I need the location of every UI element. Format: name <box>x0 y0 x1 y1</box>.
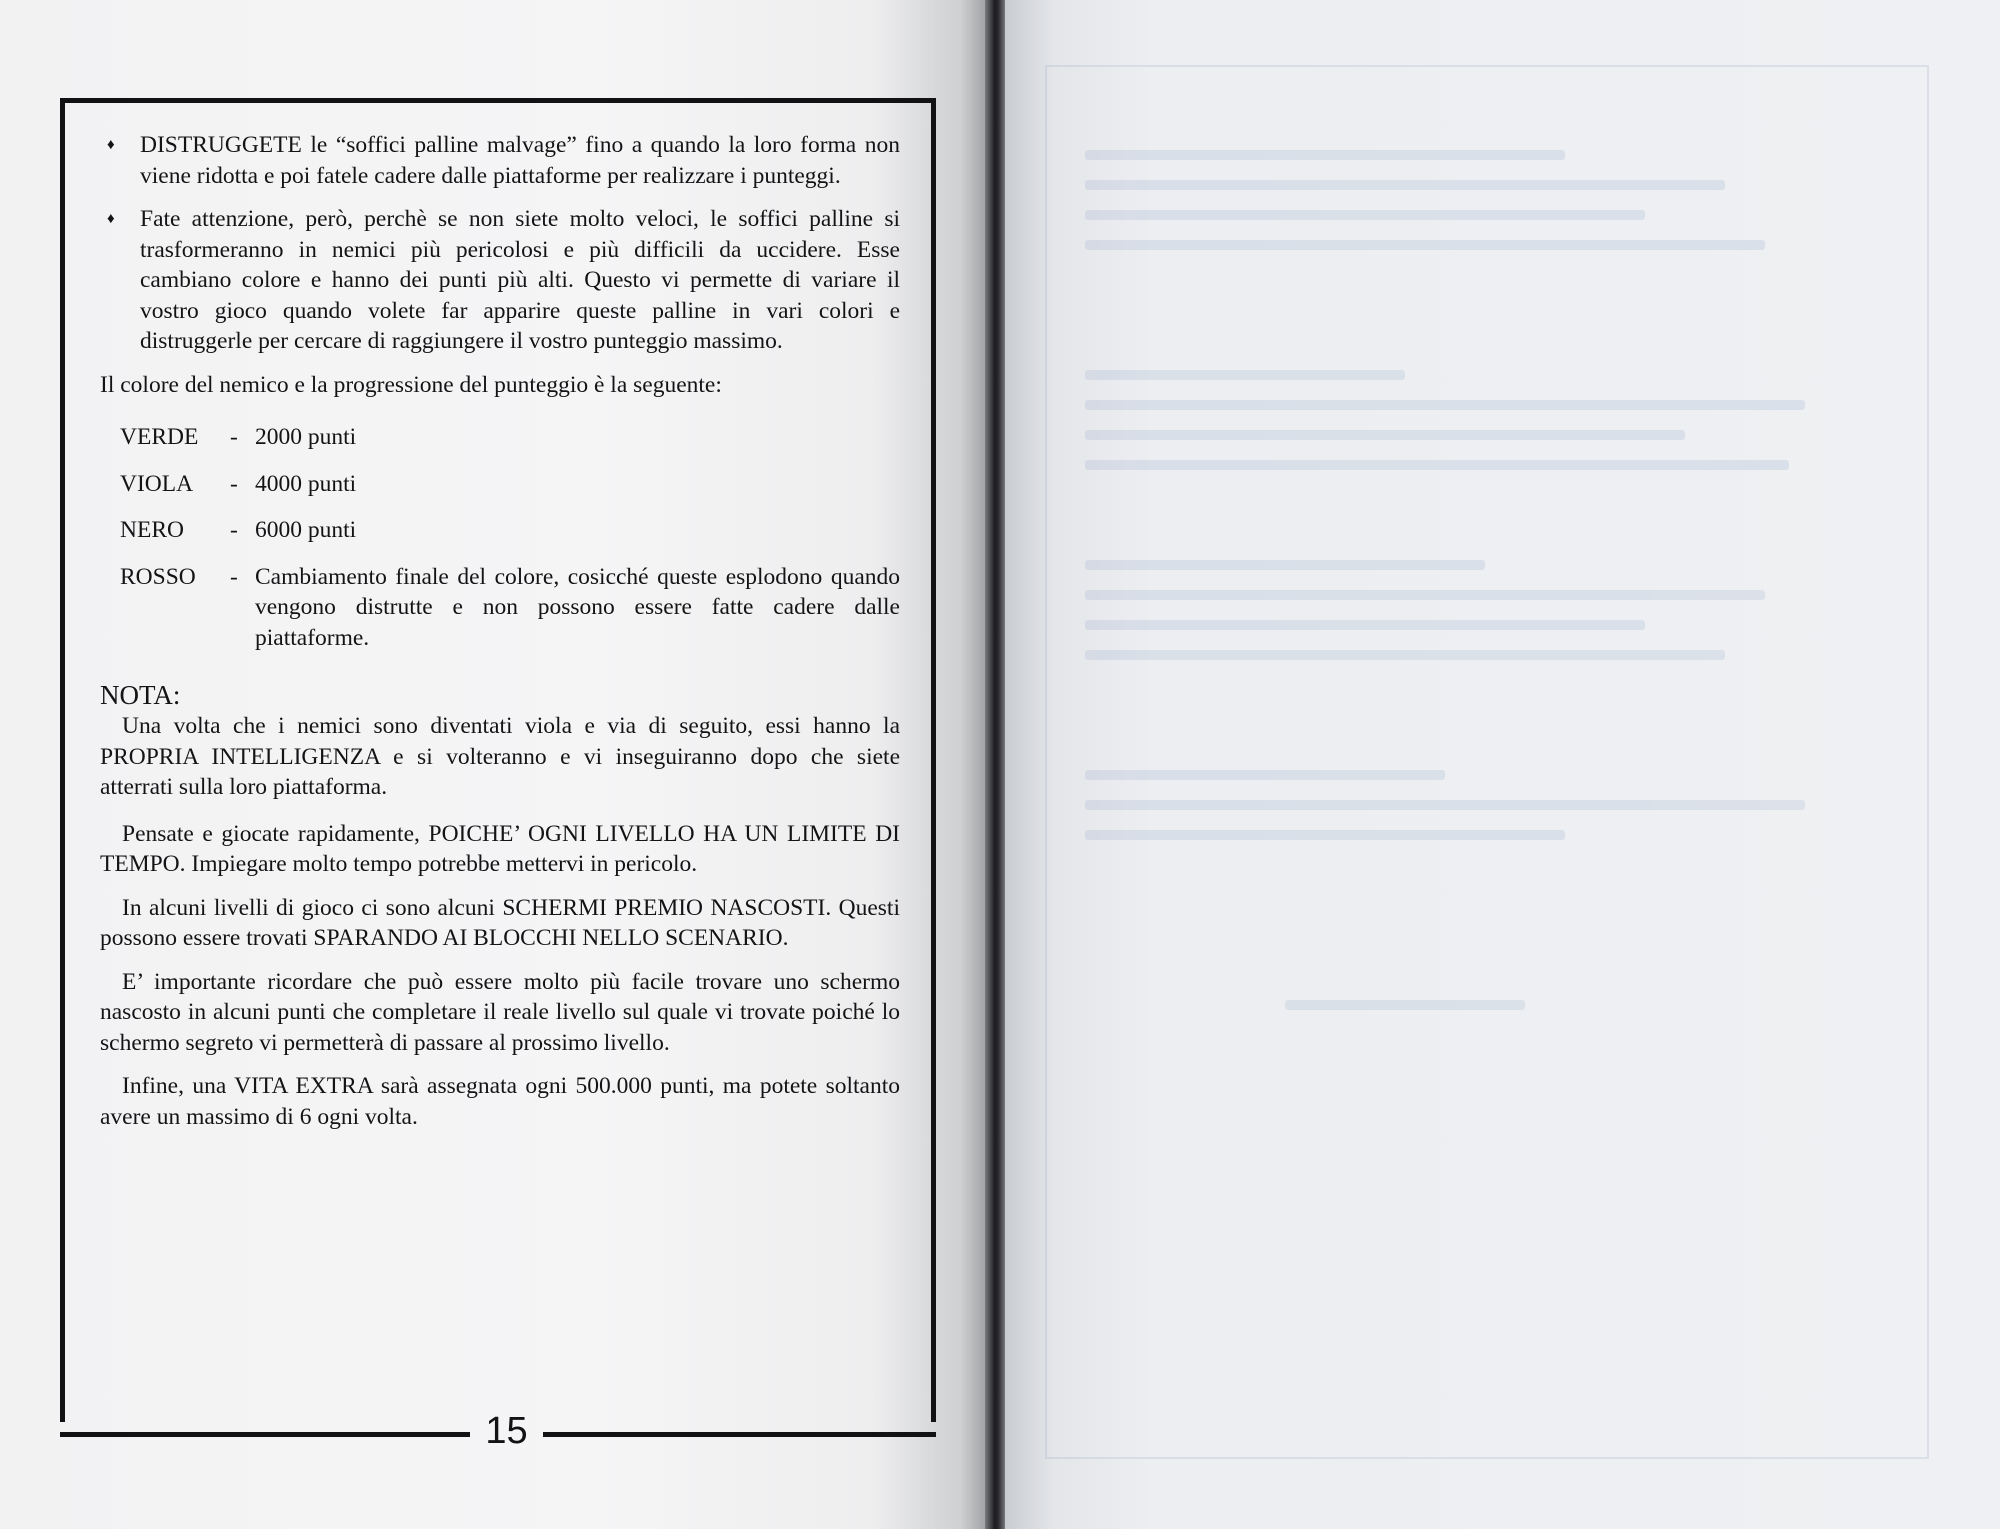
color-value: 2000 punti <box>255 424 357 450</box>
color-name: VIOLA <box>120 470 194 497</box>
bullet-text: DISTRUGGETE le “soffici palline malvage” fino a quando la loro forma non viene ridotta e poi fatele cadere dalle piattaforme per realizzare i punteggi. <box>140 132 900 189</box>
note-heading: NOTA: <box>100 680 181 710</box>
dash: - <box>230 563 238 590</box>
color-value: Cambiamento finale del colore, cosicché queste esplodono quando vengono distrutte e non possono essere fatte cadere dalle piattaforme. <box>255 563 900 651</box>
score-row <box>120 562 900 654</box>
dash: - <box>230 424 238 450</box>
book-spine <box>985 0 1007 1529</box>
bottom-rule-left <box>60 1432 470 1437</box>
bullet-text: Fate attenzione, però, perchè se non siete molto veloci, le soffici palline si trasformeranno in nemici più pericolosi e più difficili da uccidere. Esse cambiano colore e hanno dei punti più alti. Questo vi permette di variare il vostro gioco quando volete far apparire queste palline in vari colori e distruggerle per cercare di raggiungere il vostro punteggio massimo. <box>140 206 900 354</box>
score-row <box>120 422 900 453</box>
page-content <box>100 130 900 1145</box>
color-name: NERO <box>120 517 184 543</box>
diamond-bullet-icon: ♦ <box>107 211 115 227</box>
diamond-bullet-icon: ♦ <box>107 137 115 153</box>
note-paragraph: In alcuni livelli di gioco ci sono alcuni SCHERMI PREMIO NASCOSTI. Questi possono essere trovati SPARANDO AI BLOCCHI NELLO SCENARIO. <box>100 894 900 951</box>
show-through-text <box>1085 130 1885 1410</box>
page-number: 15 <box>485 1410 528 1452</box>
note-paragraph: Pensate e giocate rapidamente, POICHE’ OGNI LIVELLO HA UN LIMITE DI TEMPO. Impiegare molto tempo potrebbe mettervi in pericolo. <box>100 820 900 877</box>
score-row <box>120 515 900 546</box>
bullet-item <box>100 204 900 357</box>
score-intro: Il colore del nemico e la progressione del punteggio è la seguente: <box>100 371 722 398</box>
bullet-item <box>100 130 900 191</box>
bottom-rule-right <box>543 1432 936 1437</box>
note-paragraph: E’ importante ricordare che può essere molto più facile trovare uno schermo nascosto in alcuni punti che completare il reale livello sul quale vi trovate poiché lo schermo segreto vi permetterà di passare al prossimo livello. <box>100 968 900 1056</box>
note-paragraph: Una volta che i nemici sono diventati viola e via di seguito, essi hanno la PROPRIA INTELLIGENZA e si volteranno e vi inseguiranno dopo che siete atterrati sulla loro piattaforma. <box>100 713 900 800</box>
color-value: 4000 punti <box>255 470 357 497</box>
dash: - <box>230 517 238 543</box>
color-value: 6000 punti <box>255 517 357 543</box>
score-row <box>120 469 900 500</box>
note-paragraph: Infine, una VITA EXTRA sarà assegnata ogni 500.000 punti, ma potete soltanto avere un massimo di 6 ogni volta. <box>100 1073 900 1130</box>
dash: - <box>230 470 238 497</box>
color-name: ROSSO <box>120 563 196 590</box>
color-name: VERDE <box>120 424 199 450</box>
score-table <box>120 422 900 653</box>
